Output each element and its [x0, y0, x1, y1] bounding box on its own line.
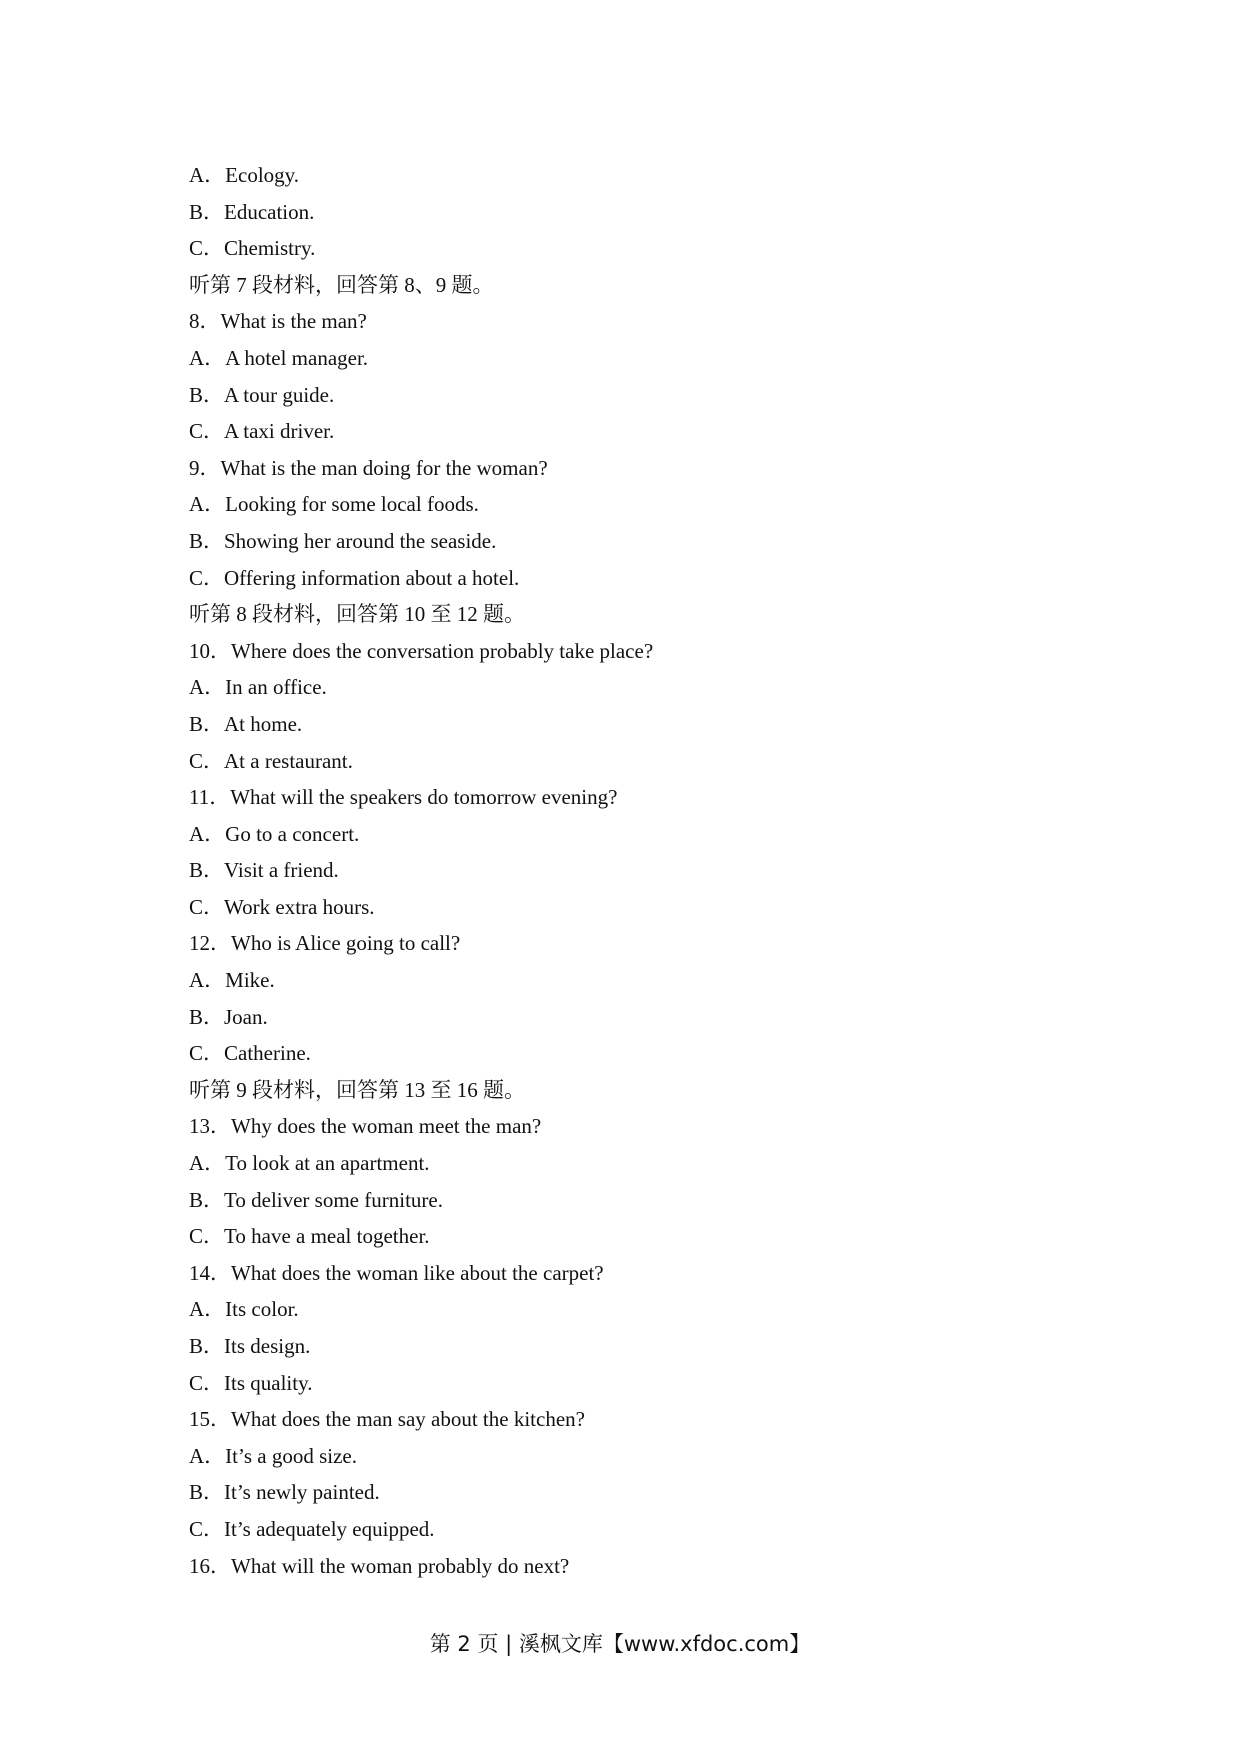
answer-option: A．Its color. — [189, 1297, 299, 1322]
section-instruction: 听第 9 段材料，回答第 13 至 16 题。 — [189, 1077, 525, 1102]
answer-option: B．At home. — [189, 711, 303, 736]
answer-option: A．In an office. — [189, 675, 327, 700]
answer-option: C．Catherine. — [189, 1041, 311, 1066]
answer-option: C．A taxi driver. — [189, 419, 335, 444]
question: 12．Who is Alice going to call? — [189, 931, 461, 956]
answer-option: B．It’s newly painted. — [189, 1480, 380, 1505]
question: 9．What is the man doing for the woman? — [189, 455, 548, 480]
answer-option: C．To have a meal together. — [189, 1224, 430, 1249]
answer-option: A．It’s a good size. — [189, 1443, 357, 1468]
answer-option: A．Ecology. — [189, 163, 300, 187]
answer-option: C．Its quality. — [189, 1370, 313, 1395]
section-instruction: 听第 8 段材料，回答第 10 至 12 题。 — [189, 602, 525, 627]
answer-option: B．Showing her around the seaside. — [189, 528, 497, 553]
question: 8．What is the man? — [189, 309, 367, 334]
page-footer: 第 2 页 | 溪枫文库【www.xfdoc.com】 — [429, 1632, 811, 1656]
answer-option: A．Looking for some local foods. — [189, 492, 479, 517]
question: 14．What does the woman like about the carpet? — [189, 1260, 604, 1285]
answer-option: C．Work extra hours. — [189, 894, 375, 919]
exam-content — [189, 157, 1089, 1584]
answer-option: B．Education. — [189, 199, 315, 224]
answer-option: C．It’s adequately equipped. — [189, 1516, 435, 1541]
answer-option: B．A tour guide. — [189, 382, 335, 407]
answer-option: A．Go to a concert. — [189, 821, 360, 846]
question: 10．Where does the conversation probably take place? — [189, 638, 654, 663]
section-instruction: 听第 7 段材料，回答第 8、9 题。 — [189, 272, 494, 297]
question: 13．Why does the woman meet the man? — [189, 1114, 542, 1139]
question: 11．What will the speakers do tomorrow evening? — [189, 785, 618, 810]
answer-option: B．Its design. — [189, 1334, 311, 1358]
answer-option: B．Visit a friend. — [189, 858, 339, 883]
answer-option: B．Joan. — [189, 1004, 268, 1029]
answer-option: C．At a restaurant. — [189, 748, 353, 773]
question: 15．What does the man say about the kitchen? — [189, 1407, 585, 1432]
question: 16．What will the woman probably do next? — [189, 1553, 570, 1578]
answer-option: C．Chemistry. — [189, 236, 316, 261]
answer-option: A．To look at an apartment. — [189, 1151, 430, 1176]
answer-option: B．To deliver some furniture. — [189, 1187, 443, 1212]
answer-option: A．A hotel manager. — [189, 345, 369, 370]
answer-option: A．Mike. — [189, 968, 275, 993]
answer-option: C．Offering information about a hotel. — [189, 565, 520, 590]
